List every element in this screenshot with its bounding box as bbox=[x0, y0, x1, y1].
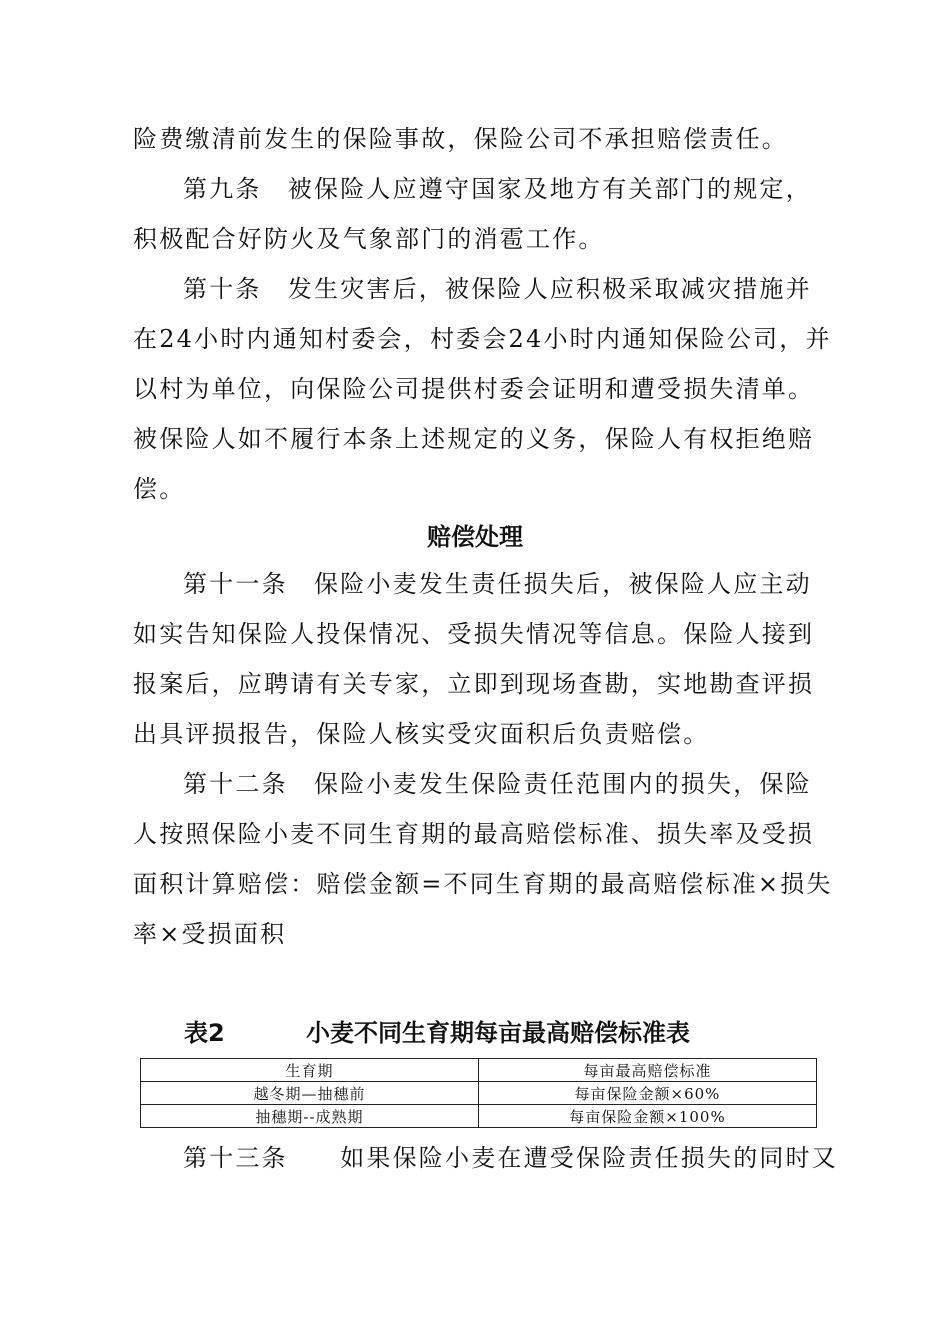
text-line: 偿。 bbox=[133, 475, 186, 503]
table-header-cell: 每亩最高赔偿标准 bbox=[479, 1059, 817, 1082]
text-line: 以村为单位，向保险公司提供村委会证明和遭受损失清单。 bbox=[133, 375, 815, 403]
text-line: 出具评损报告，保险人核实受灾面积后负责赔偿。 bbox=[133, 720, 710, 748]
text-line: 报案后，应聘请有关专家，立即到现场查勘，实地勘查评损 bbox=[133, 670, 815, 698]
text-line: 险费缴清前发生的保险事故，保险公司不承担赔偿责任。 bbox=[133, 125, 788, 153]
text-line: 积极配合好防火及气象部门的消雹工作。 bbox=[133, 225, 605, 253]
table-row bbox=[141, 1105, 817, 1128]
text-line: 第十一条 保险小麦发生责任损失后，被保险人应主动 bbox=[183, 570, 812, 598]
table-header-cell: 生育期 bbox=[141, 1059, 479, 1082]
text-line: 被保险人如不履行本条上述规定的义务，保险人有权拒绝赔 bbox=[133, 425, 815, 453]
text-line: 第十二条 保险小麦发生保险责任范围内的损失，保险 bbox=[183, 770, 812, 798]
text-line: 第九条 被保险人应遵守国家及地方有关部门的规定， bbox=[183, 175, 812, 203]
text-line: 人按照保险小麦不同生育期的最高赔偿标准、损失率及受损 bbox=[133, 820, 815, 848]
text-line: 率×受损面积 bbox=[133, 920, 287, 948]
text-line: 第十三条 如果保险小麦在遭受保险责任损失的同时又 bbox=[183, 1144, 838, 1172]
table-cell: 每亩保险金额×100% bbox=[479, 1105, 817, 1128]
section-heading: 赔偿处理 bbox=[427, 523, 523, 551]
table-cell: 每亩保险金额×60% bbox=[479, 1082, 817, 1105]
table-cell: 越冬期—抽穗前 bbox=[141, 1082, 479, 1105]
table-header-row bbox=[141, 1059, 817, 1082]
table-row bbox=[141, 1082, 817, 1105]
text-line: 第十条 发生灾害后，被保险人应积极采取减灾措施并 bbox=[183, 275, 812, 303]
table-cell: 抽穗期--成熟期 bbox=[141, 1105, 479, 1128]
compensation-standard-table bbox=[140, 1058, 817, 1128]
table-title: 小麦不同生育期每亩最高赔偿标准表 bbox=[306, 1019, 690, 1047]
text-line: 如实告知保险人投保情况、受损失情况等信息。保险人接到 bbox=[133, 620, 815, 648]
table-label: 表2 bbox=[184, 1019, 225, 1047]
text-line: 面积计算赔偿：赔偿金额=不同生育期的最高赔偿标准×损失 bbox=[133, 870, 833, 898]
text-line: 在24小时内通知村委会，村委会24小时内通知保险公司，并 bbox=[133, 325, 832, 353]
